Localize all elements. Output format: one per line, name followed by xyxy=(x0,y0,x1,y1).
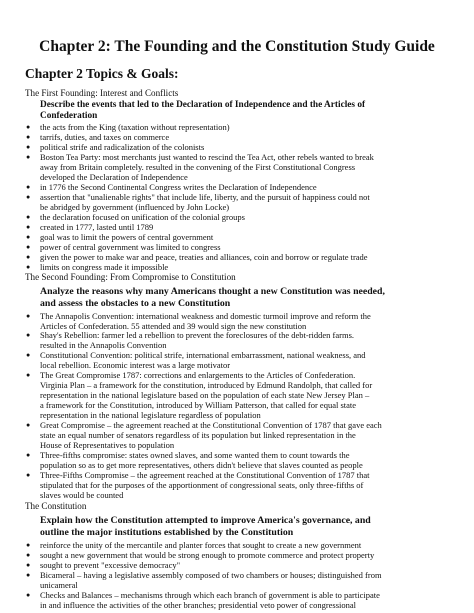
section-heading: The Constitution xyxy=(25,501,87,511)
bullet-icon: ● xyxy=(26,183,31,191)
bullet-item-line: in and influence the activities of the other branches; presidential veto power of congressional xyxy=(40,599,357,610)
bullet-icon: ● xyxy=(26,312,31,320)
bullet-icon: ● xyxy=(26,253,31,261)
bullet-icon: ● xyxy=(26,123,31,131)
bullet-icon: ● xyxy=(26,541,31,549)
bullet-icon: ● xyxy=(26,351,31,359)
bullet-icon: ● xyxy=(26,451,31,459)
bullet-icon: ● xyxy=(26,193,31,201)
bullet-icon: ● xyxy=(26,233,31,241)
bullet-item-line: goal was to limit the powers of central government xyxy=(40,232,214,242)
bullet-item-line: state an equal number of senators regardless of its population but linked representation in the xyxy=(40,429,356,440)
bullet-item xyxy=(26,450,455,471)
bullet-icon: ● xyxy=(26,223,31,231)
bullet-item-line: given the power to make war and peace, treaties and alliances, coin and borrow or regulate trade xyxy=(40,252,368,262)
bullet-item-line: developed the Declaration of Independence xyxy=(40,171,188,182)
bullet-icon: ● xyxy=(26,331,31,339)
section-goal xyxy=(40,100,450,122)
bullet-item-line: local rebellion. Economic interest was a large motivator xyxy=(40,359,231,370)
bullet-item-line: The Annapolis Convention: international weakness and domestic turmoil improve and reform the xyxy=(40,311,371,321)
bullet-icon: ● xyxy=(26,571,31,579)
bullet-icon: ● xyxy=(26,591,31,599)
bullet-item-line: political strife and radicalization of the colonists xyxy=(40,142,205,152)
bullet-item-line: Three-Fifths Compromise – the agreement reached at the Constitutional Convention of 1787 that xyxy=(40,470,370,480)
bullet-item-line: in 1776 the Second Continental Congress writes the Declaration of Independence xyxy=(40,182,317,192)
bullet-item-line: away from Britain completely. resulted in the convening of the First Constitutional Congress xyxy=(40,161,356,172)
bullet-item-line: Shay's Rebellion: farmer led a rebellion to prevent the foreclosures of the debt-ridden farms. xyxy=(40,330,355,340)
bullet-item xyxy=(26,311,455,332)
bullet-item xyxy=(26,192,455,213)
page-title: Chapter 2: The Founding and the Constitution Study Guide xyxy=(39,38,435,55)
bullet-icon: ● xyxy=(26,133,31,141)
bullet-icon: ● xyxy=(26,213,31,221)
bullet-item-line: population so as to get more representatives, others didn't believe that slaves counted as people xyxy=(40,459,363,470)
bullet-item-line: unicameral xyxy=(40,579,78,590)
section-goal xyxy=(40,286,450,311)
bullet-item-line: tarrifs, duties, and taxes on commerce xyxy=(40,132,170,142)
bullet-item-line: reinforce the unity of the mercantile and planter forces that sought to create a new government xyxy=(40,540,362,550)
bullet-item-line: House of Representatives to population xyxy=(40,439,175,450)
bullet-item-line: Checks and Balances – mechanisms through which each branch of government is able to participate xyxy=(40,590,380,600)
bullet-item-line: assertion that "unalienable rights" that include life, liberty, and the pursuit of happiness could not xyxy=(40,192,370,202)
section-heading: The First Founding: Interest and Conflicts xyxy=(25,88,179,98)
goal-line: Describe the events that led to the Declaration of Independence and the Articles of xyxy=(40,100,366,110)
bullet-item-line: limits on congress made it impossible xyxy=(40,262,169,272)
bullet-icon: ● xyxy=(26,243,31,251)
bullet-item xyxy=(26,590,455,611)
bullet-icon: ● xyxy=(26,421,31,429)
goal-line: and assess the obstacles to a new Constitution xyxy=(40,298,231,310)
bullet-item-line: Boston Tea Party: most merchants just wanted to rescind the Tea Act, other rebels wanted to break xyxy=(40,152,374,162)
bullet-icon: ● xyxy=(26,471,31,479)
bullet-item-line: the acts from the King (taxation without representation) xyxy=(40,122,230,132)
bullet-item-line: stipulated that for the purposes of the apportionment of congressional seats, only three-fifths of xyxy=(40,479,364,490)
bullet-item-line: power of central government was limited to congress xyxy=(40,242,221,252)
bullet-item-line: The Great Compromise 1787: corrections and enlargements to the Articles of Confederation. xyxy=(40,370,356,380)
topics-heading: Chapter 2 Topics & Goals: xyxy=(25,66,179,81)
bullet-icon: ● xyxy=(26,371,31,379)
goal-line: outline the major institutions established by the Constitution xyxy=(40,527,294,539)
bullet-item-line: sought a new government that would be strong enough to promote commerce and protect property xyxy=(40,550,375,560)
section-goal xyxy=(40,515,450,540)
bullet-icon: ● xyxy=(26,153,31,161)
bullet-item-line: Virginia Plan – a framework for the constitution, introduced by Edmund Randolph, that called for xyxy=(40,379,373,390)
bullet-item xyxy=(26,330,455,351)
bullet-icon: ● xyxy=(26,143,31,151)
bullet-item-line: a framework for the Constitution, introduced by William Patterson, that called for equal state xyxy=(40,399,357,410)
bullet-item xyxy=(26,420,455,451)
bullet-item-line: slaves would be counted xyxy=(40,489,124,500)
goal-line: Analyze the reasons why many Americans thought a new Constitution was needed, xyxy=(40,286,385,297)
bullet-item-line: Articles of Confederation. 55 attended and 39 would sign the new constitution xyxy=(40,320,307,331)
bullet-item-line: be abridged by government (influenced by John Locke) xyxy=(40,201,230,212)
bullet-item xyxy=(26,350,455,371)
bullet-item-line: created in 1777, lasted until 1789 xyxy=(40,222,154,232)
bullet-item-line: Three-fifths compromise: states owned slaves, and some wanted them to count towards the xyxy=(40,450,350,460)
bullet-item-line: representation in the national legislature regardless of population xyxy=(40,409,261,420)
goal-line: Explain how the Constitution attempted to improve America's governance, and xyxy=(40,515,371,526)
bullet-item-line: Bicameral – having a legislative assembly composed of two chambers or houses; distinguished from xyxy=(40,570,382,580)
bullet-item xyxy=(26,370,455,421)
bullet-item-line: Constitutional Convention: political strife, international embarrassment, national weakness, and xyxy=(40,350,366,360)
bullet-item xyxy=(26,152,455,183)
bullet-item-line: the declaration focused on unification of the colonial groups xyxy=(40,212,245,222)
bullet-icon: ● xyxy=(26,263,31,271)
goal-line: Confederation xyxy=(40,111,98,122)
bullet-icon: ● xyxy=(26,561,31,569)
bullet-icon: ● xyxy=(26,551,31,559)
bullet-item-line: representation in the national legislature based on the population of each state New Jersey Plan – xyxy=(40,389,370,400)
bullet-item xyxy=(26,570,455,591)
section-heading: The Second Founding: From Compromise to Constitution xyxy=(25,272,236,282)
bullet-item-line: resulted in the Annapolis Convention xyxy=(40,339,167,350)
bullet-item-line: sought to prevent "excessive democracy" xyxy=(40,560,181,570)
bullet-item-line: Great Compromise – the agreement reached at the Constitutional Convention of 1787 that gave each xyxy=(40,420,382,430)
bullet-item xyxy=(26,470,455,501)
